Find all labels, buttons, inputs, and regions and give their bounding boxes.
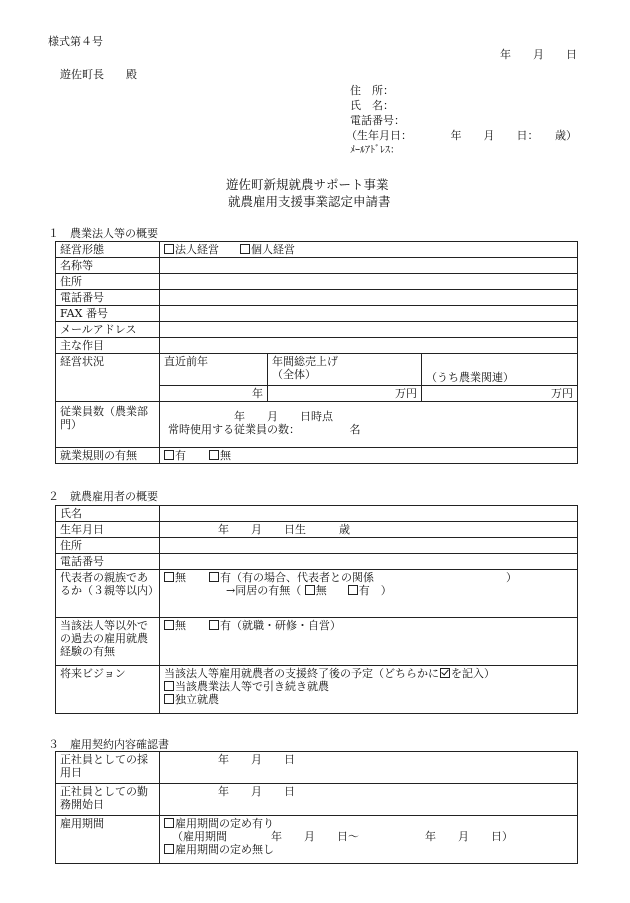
checkbox-experience-yes[interactable] <box>209 620 219 630</box>
applicant-birth-label: （生年月日： 年 月 日： 歳） <box>346 129 577 142</box>
section2-heading: ２ 就農雇用者の概要 <box>48 490 158 503</box>
agri-related-label: （うち農業関連） <box>422 354 578 386</box>
cohabit-yes-label: 有 ） <box>358 584 392 597</box>
annual-sales-header <box>268 354 422 386</box>
application-date: 年 月 日 <box>500 48 577 61</box>
applicant-address-label: 住 所： <box>350 84 394 97</box>
employee-name-label: 氏名 <box>56 506 160 522</box>
corp-address-label: 住所 <box>56 274 160 290</box>
relative-yes-label: 有（有の場合、代表者との関係 ） <box>220 571 517 584</box>
relative-no-label: 無 <box>175 571 186 584</box>
period-fixed-label: 雇用期間の定め有り <box>175 817 274 830</box>
form-number: 様式第４号 <box>48 35 103 48</box>
employee-birth-label: 生年月日 <box>56 522 160 538</box>
vision-intro-tail: を記入） <box>451 667 495 680</box>
sales-agri-unit: 万円 <box>422 386 578 402</box>
employee-address-label: 住所 <box>56 538 160 554</box>
employee-table <box>55 505 578 714</box>
hire-date-value: 年 月 日 <box>160 752 578 784</box>
applicant-name-label: 氏 名： <box>350 99 394 112</box>
employee-phone-label: 電話番号 <box>56 554 160 570</box>
checkbox-period-fixed[interactable] <box>164 818 174 828</box>
vision-intro-text: 当該法人等雇用就農者の支援終了後の予定（どちらかに <box>164 667 439 680</box>
employment-period-options <box>160 816 578 864</box>
experience-label: 当該法人等以外での過去の雇用就農経験の有無 <box>56 618 160 666</box>
section3-heading: ３ 雇用契約内容確認書 <box>48 738 169 751</box>
corp-address-field[interactable] <box>160 274 578 290</box>
applicant-email-label: ﾒｰﾙｱﾄﾞﾚｽ： <box>350 145 400 156</box>
employees-count: 常時使用する従業員の数： 名 <box>168 423 361 436</box>
work-rules-options <box>160 448 578 464</box>
check-mark-icon <box>440 668 450 678</box>
experience-yes-label: 有（就職・研修・自営） <box>220 619 341 632</box>
employees-date: 年 月 日時点 <box>234 410 333 423</box>
document-title-line1: 遊佐町新規就農サポート事業 <box>226 177 389 192</box>
start-date-label: 正社員としての勤務開始日 <box>56 784 160 816</box>
checkbox-period-none[interactable] <box>164 844 174 854</box>
cohabit-no-label: 無 <box>315 584 327 597</box>
corp-crops-label: 主な作目 <box>56 338 160 354</box>
sales-total-unit: 万円 <box>268 386 422 402</box>
employees-label: 従業員数（農業部門） <box>56 402 160 448</box>
corp-name-field[interactable] <box>160 258 578 274</box>
relative-options <box>160 570 578 618</box>
checkbox-continue-farming[interactable] <box>164 681 174 691</box>
hire-date-label: 正社員としての採用日 <box>56 752 160 784</box>
addressee: 遊佐町長 殿 <box>60 68 137 81</box>
period-none-label: 雇用期間の定め無し <box>175 843 274 856</box>
contract-table <box>55 751 578 864</box>
vision-independent-label: 独立就農 <box>175 693 219 706</box>
cohabit-label: →同居の有無（ <box>226 584 302 597</box>
corp-crops-field[interactable] <box>160 338 578 354</box>
corporation-table <box>55 241 578 464</box>
document-title-line2: 就農雇用支援事業認定申請書 <box>228 194 391 209</box>
employees-cell <box>160 402 578 448</box>
corp-phone-label: 電話番号 <box>56 290 160 306</box>
employment-period-label: 雇用期間 <box>56 816 160 864</box>
experience-no-label: 無 <box>175 619 186 632</box>
recent-year-label: 直近前年 <box>160 354 268 386</box>
option-corporate-label: 法人経営 <box>175 243 219 256</box>
vision-intro <box>164 667 573 680</box>
checkbox-cohabit-no[interactable] <box>305 585 315 595</box>
rules-yes-label: 有 <box>175 449 186 462</box>
checkbox-relative-no[interactable] <box>164 572 174 582</box>
corp-fax-label: FAX 番号 <box>56 306 160 322</box>
period-detail: （雇用期間 年 月 日～ 年 月 日） <box>172 830 513 843</box>
checkbox-corporate[interactable] <box>164 244 174 254</box>
checkbox-experience-no[interactable] <box>164 620 174 630</box>
corp-name-label: 名称等 <box>56 258 160 274</box>
vision-label: 将来ビジョン <box>56 666 160 714</box>
vision-continue-label: 当該農業法人等で引き続き就農 <box>175 680 329 693</box>
employee-name-field[interactable] <box>160 506 578 522</box>
employee-address-field[interactable] <box>160 538 578 554</box>
employee-birth-value: 年 月 日生 歳 <box>160 522 578 538</box>
checkbox-independent-farming[interactable] <box>164 694 174 704</box>
experience-options <box>160 618 578 666</box>
corp-email-field[interactable] <box>160 322 578 338</box>
employee-phone-field[interactable] <box>160 554 578 570</box>
corp-phone-field[interactable] <box>160 290 578 306</box>
annual-sales-sub: （全体） <box>272 368 316 381</box>
checkbox-rules-no[interactable] <box>209 450 219 460</box>
corp-fax-field[interactable] <box>160 306 578 322</box>
section1-heading: １ 農業法人等の概要 <box>48 227 158 240</box>
corp-email-label: メールアドレス <box>56 322 160 338</box>
corp-status-label: 経営状況 <box>56 354 160 402</box>
checkbox-rules-yes[interactable] <box>164 450 174 460</box>
relative-label: 代表者の親族であるか（３親等以内） <box>56 570 160 618</box>
checkbox-cohabit-yes[interactable] <box>348 585 358 595</box>
business-form-label: 経営形態 <box>56 242 160 258</box>
rules-no-label: 無 <box>220 449 231 462</box>
business-form-options <box>160 242 578 258</box>
work-rules-label: 就業規則の有無 <box>56 448 160 464</box>
applicant-phone-label: 電話番号： <box>350 114 405 127</box>
start-date-value: 年 月 日 <box>160 784 578 816</box>
checkbox-relative-yes[interactable] <box>209 572 219 582</box>
year-unit: 年 <box>160 386 268 402</box>
annual-sales-label: 年間総売上げ <box>272 355 338 368</box>
option-individual-label: 個人経営 <box>251 243 295 256</box>
vision-options <box>160 666 578 714</box>
checkbox-individual[interactable] <box>240 244 250 254</box>
